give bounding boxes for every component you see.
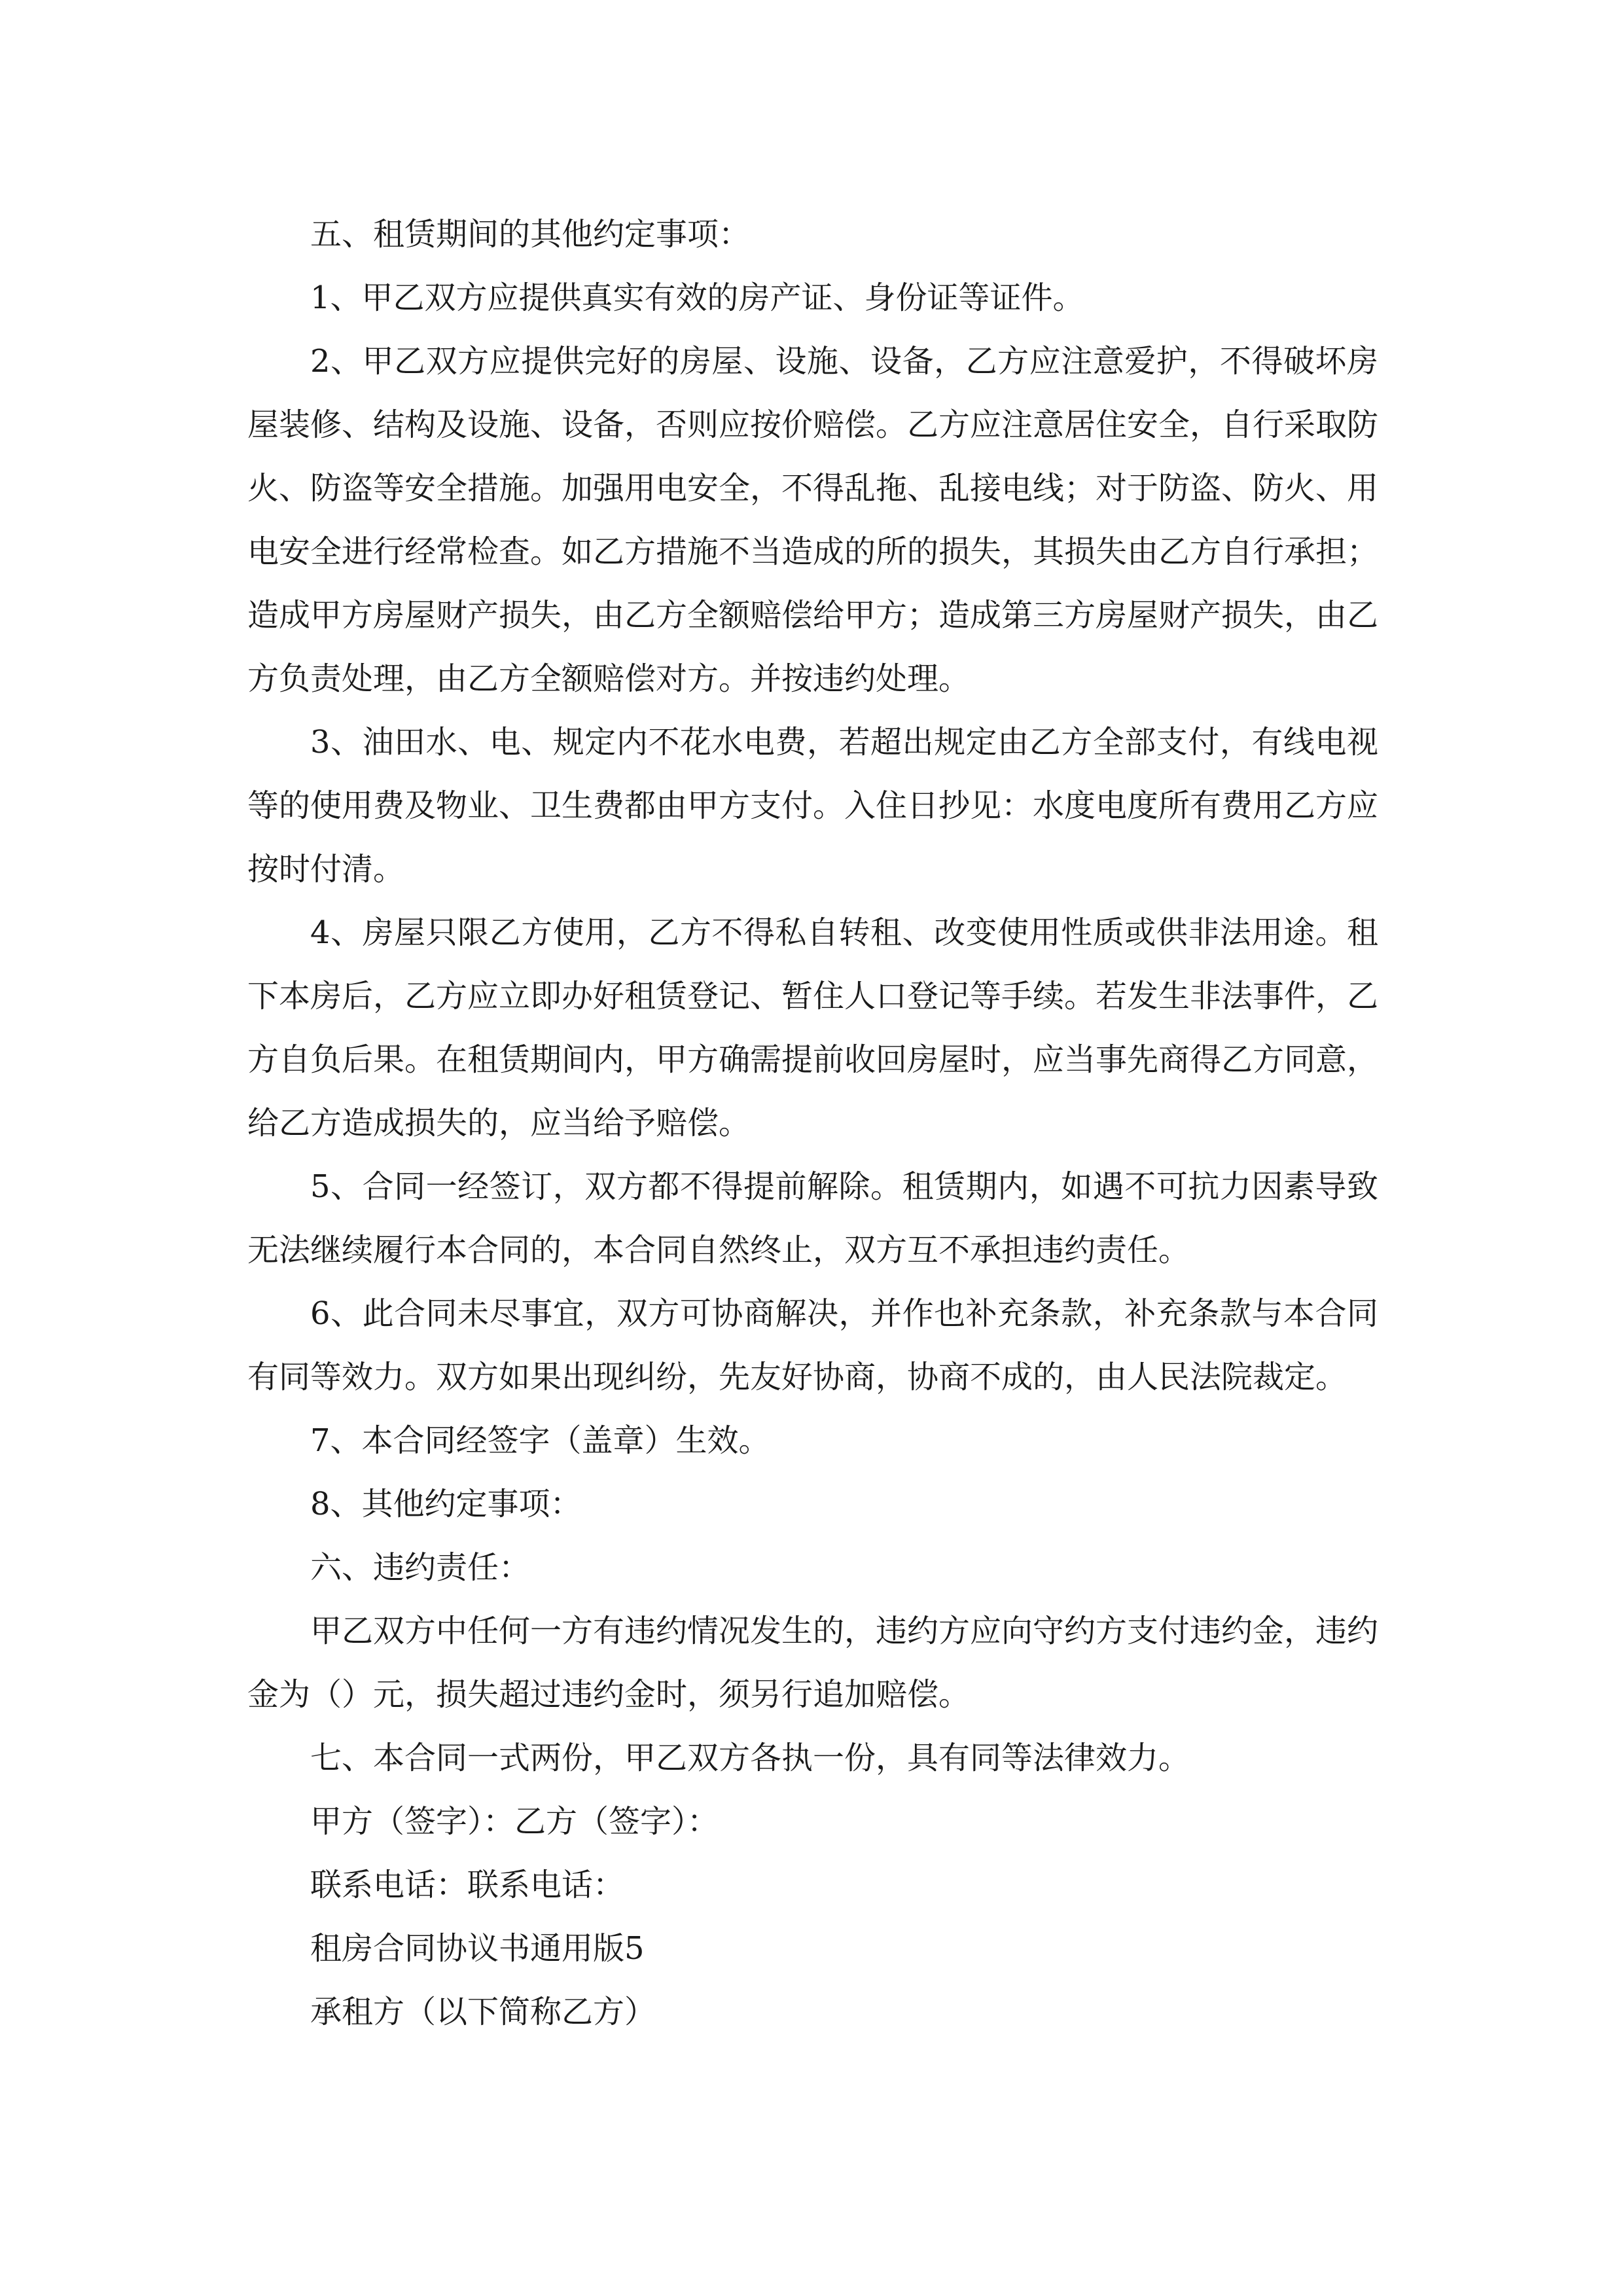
clause-7: 7、本合同经签字（盖章）生效。 (310, 1422, 770, 1459)
signature-line: 甲方（签字）：乙方（签字）： (310, 1803, 719, 1840)
next-contract-title: 租房合同协议书通用版5 (310, 1930, 645, 1967)
section-7-clause: 七、本合同一式两份，甲乙双方各执一份，具有同等法律效力。 (310, 1740, 1190, 1776)
phone-line: 联系电话：联系电话： (310, 1867, 625, 1903)
clause-6: 6、此合同未尽事宜，双方可协商解决，并作也补充条款，补充条款与本合同有同等效力。双方如果出现纠纷，先友好协商，协商不成的，由人民法院裁定。 (247, 1295, 1378, 1395)
section-6-heading: 六、违约责任： (310, 1549, 531, 1586)
section-5-heading: 五、租赁期间的其他约定事项： (310, 216, 751, 253)
document-body (247, 203, 1378, 2044)
clause-1: 1、甲乙双方应提供真实有效的房产证、身份证等证件。 (310, 279, 1084, 316)
tenant-line: 承租方（以下简称乙方） (310, 1994, 656, 2030)
clause-3: 3、油田水、电、规定内不花水电费，若超出规定由乙方全部支付，有线电视等的使用费及物业、卫生费都由甲方支付。入住日抄见：水度电度所有费用乙方应按时付清。 (247, 724, 1379, 888)
breach-clause: 甲乙双方中任何一方有违约情况发生的，违约方应向守约方支付违约金，违约金为（）元，损失超过违约金时，须另行追加赔偿。 (247, 1613, 1379, 1713)
clause-4: 4、房屋只限乙方使用，乙方不得私自转租、改变使用性质或供非法用途。租下本房后，乙方应立即办好租赁登记、暂住人口登记等手续。若发生非法事件，乙方自负后果。在租赁期间内，甲方确需提前收回房屋时，应当事先商得乙方同意，给乙方造成损失的，应当给予赔偿。 (247, 914, 1379, 1141)
clause-2: 2、甲乙双方应提供完好的房屋、设施、设备，乙方应注意爱护，不得破坏房屋装修、结构及设施、设备，否则应按价赔偿。乙方应注意居住安全，自行采取防火、防盗等安全措施。加强用电安全，不得乱拖、乱接电线；对于防盗、防火、用电安全进行经常检查。如乙方措施不当造成的所的损失，其损失由乙方自行承担；造成甲方房屋财产损失，由乙方全额赔偿给甲方；造成第三方房屋财产损失，由乙方负责处理，由乙方全额赔偿对方。并按违约处理。 (247, 343, 1379, 697)
clause-5: 5、合同一经签订，双方都不得提前解除。租赁期内，如遇不可抗力因素导致无法继续履行本合同的，本合同自然终止，双方互不承担违约责任。 (247, 1168, 1378, 1268)
clause-8: 8、其他约定事项： (310, 1486, 582, 1522)
